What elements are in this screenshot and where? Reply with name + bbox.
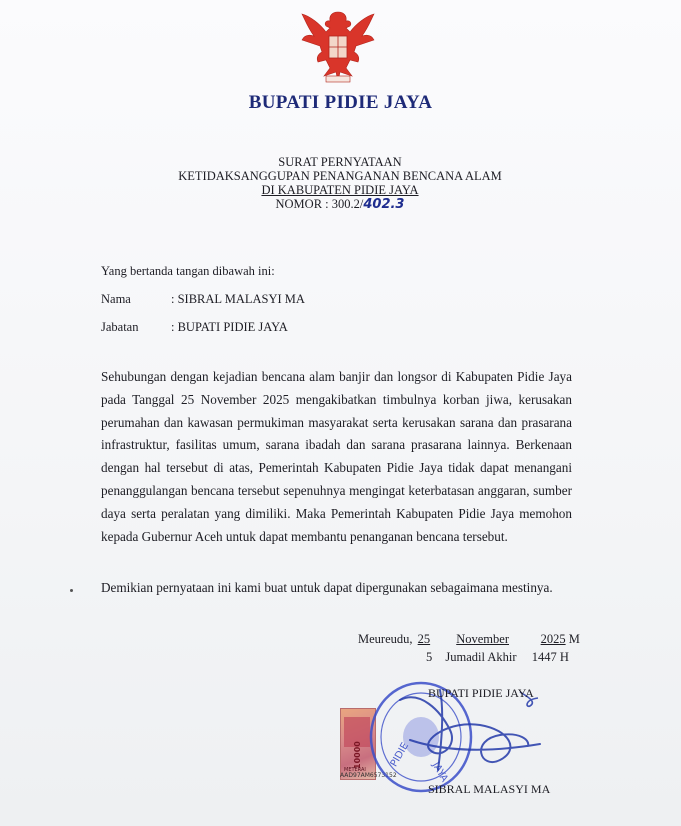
- place: Meureudu,: [358, 632, 413, 646]
- letter-number-label: NOMOR : 300.2/: [275, 197, 364, 211]
- svg-text:PIDIE: PIDIE: [388, 740, 412, 769]
- hijri-date: [426, 650, 569, 665]
- svg-text:JAYA: JAYA: [429, 760, 450, 785]
- intro-text: Yang bertanda tangan dibawah ini:: [101, 264, 275, 278]
- scan-speck: [70, 589, 73, 592]
- materai-value: 10000: [353, 741, 362, 769]
- position-value: : BUPATI PIDIE JAYA: [171, 320, 288, 334]
- signatory-title: BUPATI PIDIE JAYA: [428, 686, 534, 700]
- hijri-day: 5: [426, 650, 433, 664]
- letter-title-line1: SURAT PERNYATAAN: [278, 155, 402, 169]
- hijri-era: H: [559, 650, 569, 664]
- hijri-year: 1447: [531, 650, 557, 664]
- hijri-month: Jumadil Akhir: [445, 650, 517, 664]
- date-year: 2025: [540, 632, 566, 646]
- name-label: Nama: [101, 292, 131, 306]
- date-month: November: [456, 632, 509, 646]
- materai-id: AAD97AM6573152: [340, 772, 397, 779]
- letter-number: [150, 197, 530, 212]
- signatory-name: SIBRAL MALASYI MA: [428, 782, 551, 796]
- letter-number-handwritten: 402.3: [363, 197, 405, 212]
- header-title: BUPATI PIDIE JAYA: [248, 92, 433, 113]
- date-era: M: [568, 632, 580, 646]
- letter-title-line3: DI KABUPATEN PIDIE JAYA: [261, 183, 419, 197]
- position-label: Jabatan: [101, 320, 139, 334]
- letter-title-line2: KETIDAKSANGGUPAN PENANGANAN BENCANA ALAM: [178, 169, 502, 183]
- date-day: 25: [417, 632, 431, 646]
- name-value: : SIBRAL MALASYI MA: [171, 292, 305, 306]
- closing-paragraph: Demikian pernyataan ini kami buat untuk dapat dipergunakan sebagaimana mestinya.: [101, 580, 553, 595]
- garuda-emblem-icon: [296, 6, 380, 86]
- letter-title-block: [150, 155, 530, 212]
- place-date: [358, 632, 580, 647]
- body-paragraph: Sehubungan dengan kejadian bencana alam banjir dan longsor di Kabupaten Pidie Jaya pada Tanggal 25 November 2025 mengakibatkan timbulnya korban jiwa, kerusakan perumahan dan kawasan permukiman masyarakat serta kerusakan sarana dan prasarana infrastruktur, fasilitas umum, sarana ibadah dan sarana prasarana lainnya. Berkenaan dengan hal tersebut di atas, Pemerintah Kabupaten Pidie Jaya tidak dapat menangani penanggulangan bencana tersebut sepenuhnya mengingat keterbatasan anggaran, sumber daya serta peralatan yang dimiliki. Maka Pemerintah Kabupaten Pidie Jaya memohon kepada Gubernur Aceh untuk dapat membantu penanganan bencana tersebut.: [101, 369, 572, 544]
- materai-label: METERAI: [344, 767, 366, 773]
